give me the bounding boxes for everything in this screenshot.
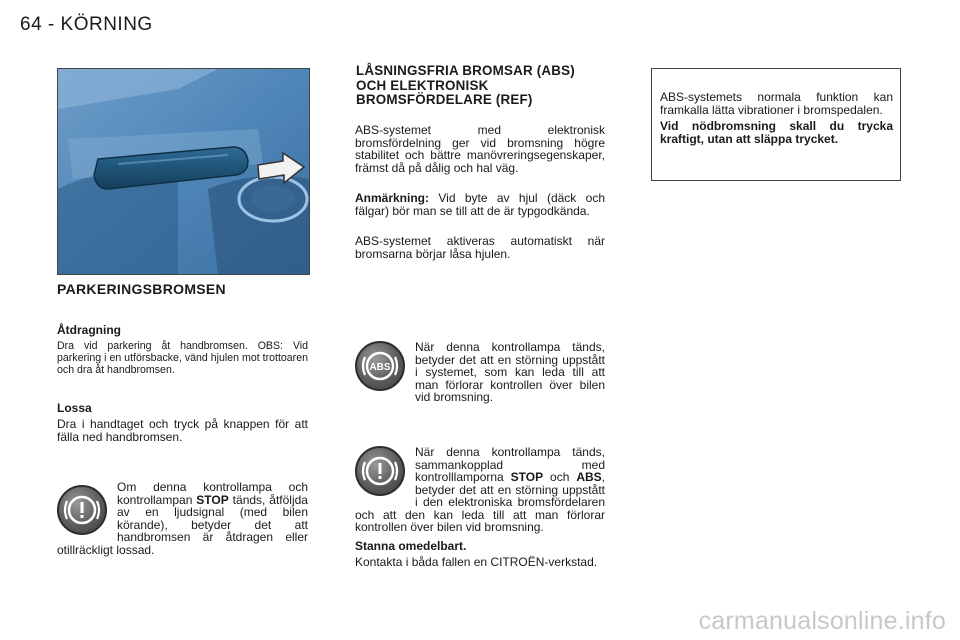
abs-paragraph-3: ABS-systemet aktiveras automatiskt när bromsarna börjar låsa hjulen. (355, 234, 605, 261)
ref-lamp-paragraph (355, 446, 605, 534)
page-header: 64 - KÖRNING (20, 14, 153, 35)
abs-lamp-text: När denna kontrollampa tänds, betyder det att en störning uppstått i systemet, som kan leda till att man förlorar kontrollen över bilen vid bromsning. (415, 340, 605, 404)
note-text: Vid byte av hjul (däck och fälgar) bör man se till att de är typgodkända. (355, 191, 605, 218)
lossa-title: Lossa (57, 401, 92, 415)
stop-word: STOP (196, 492, 229, 507)
abs-section-title: LÅSNINGSFRIA BROMSAR (ABS) OCH ELEKTRONISK BROMSFÖRDELARE (REF) (356, 63, 575, 107)
atdragning-title: Åtdragning (57, 323, 121, 337)
ref-abs-word: ABS (576, 470, 602, 484)
abs-note-paragraph (355, 192, 605, 217)
svg-text:ABS: ABS (369, 362, 391, 373)
abs-lamp-paragraph (355, 341, 605, 404)
abs-warning-lamp-icon (355, 341, 405, 391)
contact-text: Kontakta i båda fallen en CITROËN-verkstad. (355, 555, 598, 569)
note-box-bold-text: Vid nödbromsning skall du trycka kraftigt, utan att släppa trycket. (660, 119, 893, 146)
lossa-text: Dra i handtaget och tryck på knappen för att fälla ned handbromsen. (57, 417, 308, 444)
ref-lamp-text-2: och (543, 470, 577, 484)
abs-note-box (651, 68, 901, 181)
handbrake-photo (57, 68, 310, 275)
atdragning-text: Dra vid parkering åt handbromsen. OBS: Vid parkering i en utförsbacke, vänd hjulen mot trottoaren och dra åt handbromsen. (57, 340, 308, 376)
handbrake-lamp-text-1: Om denna kontrollampa och kontrollampan (117, 480, 308, 507)
watermark: carmanualsonline.info (698, 607, 946, 635)
ref-warning-lamp-icon (355, 446, 405, 496)
brake-warning-lamp-icon (57, 485, 107, 535)
ref-stop-word: STOP (510, 470, 544, 484)
note-box-text: ABS-systemets normala funktion kan framkalla lätta vibrationer i bromspedalen. (660, 90, 893, 117)
ref-lamp-text-1: När denna kontrollampa tänds, sammankopplad med kontrolllamporna (415, 445, 605, 484)
handbrake-lamp-paragraph (57, 481, 308, 556)
handbrake-lamp-text-2: tänds, åtföljda av en ljudsignal (med bilen körande), betyder det att handbromsen är åtdragen eller otillräckligt lossad. (57, 492, 308, 557)
ref-lamp-text-3: , betyder det att en störning uppstått i den elektroniska bromsfördelaren och att den kan leda till att man förlorar kontrollen över bilen vid bromsning. (355, 470, 605, 534)
stop-now-text: Stanna omedelbart. (355, 539, 467, 553)
section-title: PARKERINGSBROMSEN (57, 281, 226, 297)
note-label: Anmärkning: (355, 191, 430, 205)
abs-paragraph-1: ABS-systemet med elektronisk bromsfördelning ger vid bromsning högre stabilitet och bättre manövreringsegenskaper, främst då på dålig och hal väg. (355, 123, 605, 175)
